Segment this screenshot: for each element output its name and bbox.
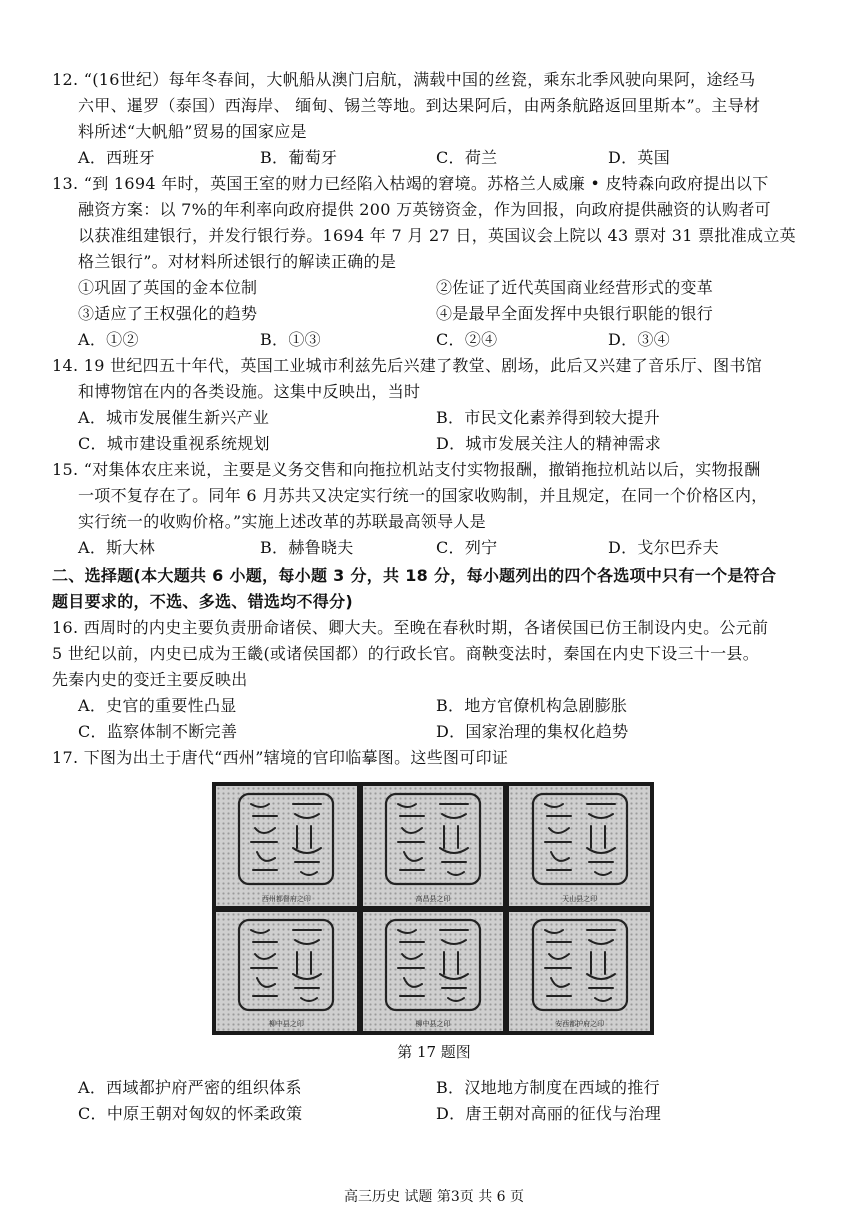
text-line: A．城市发展催生新兴产业 <box>78 408 270 427</box>
seal-rubbing <box>216 912 357 1032</box>
seal-stamp-icon <box>378 790 488 888</box>
text-line: 和博物馆在内的各类设施。这集中反映出，当时 <box>78 382 421 401</box>
text-line: C．②④ <box>436 330 498 349</box>
text-line: C．监察体制不断完善 <box>78 722 238 741</box>
text-line: 格兰银行”。对材料所述银行的解读正确的是 <box>78 252 397 271</box>
text-line: 一项不复存在了。同年 6 月苏共又决定实行统一的国家收购制，并且规定，在同一个价格区内， <box>78 486 768 505</box>
text-line: D．国家治理的集权化趋势 <box>436 722 629 741</box>
text-line: A．史官的重要性凸显 <box>78 696 237 715</box>
page-footer: 高三历史 试题 第3页 共 6 页 <box>343 1189 525 1205</box>
text-line: C．中原王朝对匈奴的怀柔政策 <box>78 1104 303 1123</box>
text-line: 13. “到 1694 年时，英国王室的财力已经陷入枯竭的窘境。苏格兰人威廉 • 皮特森向政府提出以下 <box>52 174 769 193</box>
seal-stamp-icon <box>231 916 341 1014</box>
text-line: D．英国 <box>608 148 671 167</box>
text-line: C．城市建设重视系统规划 <box>78 434 270 453</box>
seal-rubbing <box>216 786 357 906</box>
seal-caption: 柳中县之印 <box>268 1020 304 1028</box>
text-line: B．①③ <box>260 330 321 349</box>
text-line: 融资方案：以 7%的年利率向政府提供 200 万英镑资金，作为回报，向政府提供融资的认购者可 <box>78 200 771 219</box>
seal-rubbing <box>363 786 504 906</box>
text-line: B．汉地地方制度在西域的推行 <box>436 1078 660 1097</box>
seal-rubbings-figure <box>212 782 654 1035</box>
text-line: 先秦内史的变迁主要反映出 <box>52 670 248 689</box>
text-line: ③适应了王权强化的趋势 <box>78 304 258 323</box>
text-line: D．城市发展关注人的精神需求 <box>436 434 662 453</box>
seal-stamp-icon <box>525 916 635 1014</box>
text-line: A．西域都护府严密的组织体系 <box>78 1078 302 1097</box>
seal-rubbing <box>509 912 650 1032</box>
text-line: 以获准组建银行，并发行银行券。1694 年 7 月 27 日，英国议会上院以 43 票对 31 票批准成立英 <box>78 226 796 245</box>
text-line: B．葡萄牙 <box>260 148 338 167</box>
text-line: 六甲、暹罗（泰国）西海岸、 缅甸、锡兰等地。到达果阿后，由两条航路返回里斯本”。主导材 <box>78 96 761 115</box>
seal-caption: 柳中县之印 <box>415 1020 451 1028</box>
text-line: B．地方官僚机构急剧膨胀 <box>436 696 628 715</box>
text-line: 14. 19 世纪四五十年代，英国工业城市利兹先后兴建了教堂、剧场，此后又兴建了音乐厅、图书馆 <box>52 356 763 375</box>
seal-grid <box>216 786 650 1031</box>
text-line: B．市民文化素养得到较大提升 <box>436 408 660 427</box>
text-line: D．唐王朝对高丽的征伐与治理 <box>436 1104 662 1123</box>
text-line: B．赫鲁晓夫 <box>260 538 354 557</box>
seal-caption: 安西都护府之印 <box>555 1020 605 1028</box>
text-line: 17. 下图为出土于唐代“西州”辖境的官印临摹图。这些图可印证 <box>52 748 509 767</box>
seal-rubbing <box>509 786 650 906</box>
seal-stamp-icon <box>525 790 635 888</box>
text-line: 5 世纪以前，内史已成为王畿(或诸侯国都）的行政长官。商鞅变法时，秦国在内史下设三十一县。 <box>52 644 760 663</box>
text-line: ②佐证了近代英国商业经营形式的变革 <box>436 278 714 297</box>
text-line: C．荷兰 <box>436 148 498 167</box>
figure-caption: 第 17 题图 <box>397 1043 471 1061</box>
seal-caption: 西州都督府之印 <box>261 894 311 903</box>
text-line: 二、选择题(本大题共 6 小题，每小题 3 分，共 18 分，每小题列出的四个各选项中只有一个是符合 <box>52 566 777 585</box>
text-line: 12. “(16世纪）每年冬春间，大帆船从澳门启航，满载中国的丝瓷，乘东北季风驶向果阿，途经马 <box>52 70 756 89</box>
text-line: ④是最早全面发挥中央银行职能的银行 <box>436 304 714 323</box>
text-line: D．③④ <box>608 330 671 349</box>
text-line: ①巩固了英国的金本位制 <box>78 278 258 297</box>
seal-stamp-icon <box>378 916 488 1014</box>
text-line: 15. “对集体农庄来说，主要是义务交售和向拖拉机站支付实物报酬，撤销拖拉机站以后，实物报酬 <box>52 460 761 479</box>
seal-caption: 高昌县之印 <box>415 894 451 903</box>
text-line: 题目要求的，不选、多选、错选均不得分) <box>52 592 354 611</box>
seal-caption: 天山县之印 <box>562 894 598 903</box>
text-line: 实行统一的收购价格。”实施上述改革的苏联最高领导人是 <box>78 512 486 531</box>
seal-rubbing <box>363 912 504 1032</box>
text-line: 16. 西周时的内史主要负责册命诸侯、卿大夫。至晚在春秋时期，各诸侯国已仿王制设内史。公元前 <box>52 618 769 637</box>
text-line: A．斯大林 <box>78 538 156 557</box>
text-line: C．列宁 <box>436 538 498 557</box>
text-line: D．戈尔巴乔夫 <box>608 538 719 557</box>
seal-stamp-icon <box>231 790 341 888</box>
text-line: A．①② <box>78 330 139 349</box>
text-line: A．西班牙 <box>78 148 156 167</box>
text-line: 料所述“大帆船”贸易的国家应是 <box>78 122 307 141</box>
